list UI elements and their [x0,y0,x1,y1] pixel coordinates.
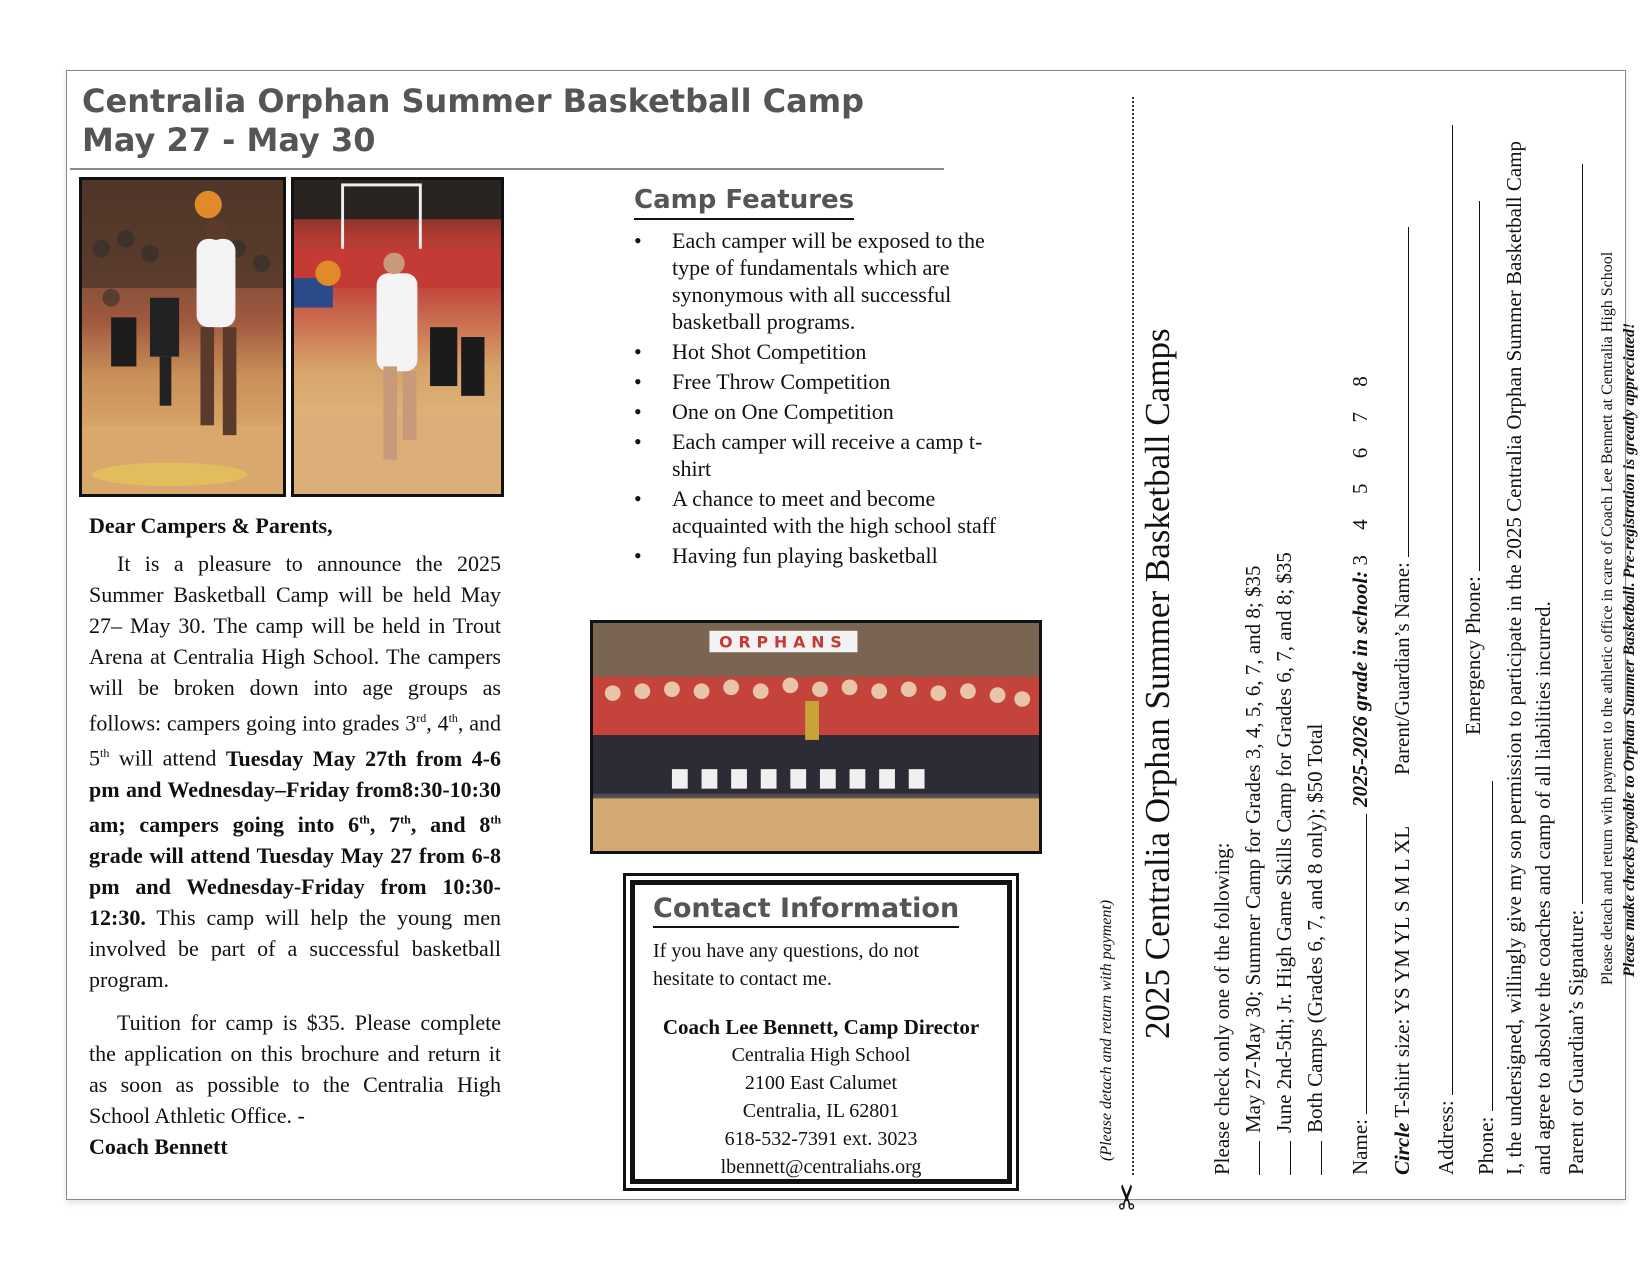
orphans-banner: ORPHANS [719,632,848,652]
feature-item: • Hot Shot Competition [634,338,1004,365]
title-divider [70,168,944,170]
emergency-phone-line[interactable] [1479,201,1480,571]
contact-heading: Contact Information [653,893,959,928]
superscript: th [359,812,370,827]
page-title [82,82,942,160]
superscript: th [490,812,501,827]
title-line-2: May 27 - May 30 [82,121,376,159]
emergency-phone-label: Emergency Phone: [1461,576,1485,735]
contact-city: Centralia, IL 62801 [742,1100,900,1122]
grade-field[interactable] [1348,366,1373,807]
welcome-letter [89,510,501,1162]
photo-player-shooting [79,177,286,497]
address-label: Address: [1434,1100,1458,1175]
phone-field[interactable] [1474,781,1499,1175]
name-line[interactable] [1366,814,1367,1114]
shirt-size-options[interactable]: T-shirt size: YS YM YL S M L XL [1390,825,1414,1123]
letter-text: will attend [109,745,226,771]
grade-options[interactable]: 3 4 5 6 7 8 [1348,366,1372,566]
letter-text: This camp will help the young men involved be part of a successful basketball program. [89,904,501,992]
contact-school: Centralia High School [731,1044,911,1066]
schedule-text: grade will attend Tuesday May 27 from 6-8 pm and Wednesday-Friday from 10:30-12:30. [89,842,501,930]
contact-email[interactable]: lbennett@centraliahs.org [720,1156,922,1178]
contact-details [635,1013,1007,1181]
title-line-1: Centralia Orphan Summer Basketball Camp [82,82,864,120]
letter-paragraph-1 [89,548,501,995]
checkbox-blank[interactable] [1259,1141,1260,1175]
option-label: Both Camps (Grades 6, 7, and 8 only); $50 Total [1303,723,1327,1133]
address-field[interactable] [1434,125,1459,1175]
address-line[interactable] [1452,125,1453,1095]
checks-payable-note: Please make checks payable to Orphan Summer Basketball. Pre-registration is greatly appreciated! [1621,322,1638,977]
superscript: th [100,746,110,761]
grade-label: 2025-2026 grade in school: [1348,570,1372,807]
feature-item: • One on One Competition [634,398,1004,425]
option-label: May 27-May 30; Summer Camp for Grades 3, 4, 5, 6, 7, and 8; $35 [1241,565,1265,1133]
letter-paragraph-2 [89,1007,501,1162]
schedule-text: , and 8 [410,811,491,837]
cut-line [1132,97,1134,1175]
superscript: rd [416,711,427,725]
checkbox-blank[interactable] [1290,1141,1291,1175]
contact-phone: 618-532-7391 ext. 3023 [724,1128,918,1150]
contact-box-inner [630,880,1012,1184]
letter-text: It is a pleasure to announce the 2025 Summer Basketball Camp will be held May 27– May 30. The camp will be held in Trout Arena at Centralia High School. The campers will be broken down into age groups as follows: campers going into grades 3 [89,551,501,736]
permission-statement: I, the undersigned, willingly give my son permission to participate in the 2025 Centralia Orphan Summer Basketball Camp and agree to absolve the coaches and camp of all liabilities incurred. [1502,140,1555,1175]
letter-text: Tuition for camp is $35. Please complete the application on this brochure and return it as soon as possible to the Centralia High School Athletic Office. - [89,1009,501,1128]
feature-item: • Having fun playing basketball [634,542,1004,569]
superscript: th [400,812,411,827]
parent-name-label: Parent/Guardian’s Name: [1390,562,1414,775]
features-list [634,227,1004,572]
check-instructions: Please check only one of the following: [1210,842,1234,1175]
feature-item: • Each camper will receive a camp t-shirt [634,428,1004,482]
option-label: June 2nd-5th; Jr. High Game Skills Camp for Grades 6, 7, and 8; $35 [1272,552,1296,1133]
feature-item: • Free Throw Competition [634,368,1004,395]
contact-director: Coach Lee Bennett, Camp Director [662,1015,980,1039]
cut-note: (Please detach and return with payment) [1098,899,1115,1161]
registration-title: 2025 Centralia Orphan Summer Basketball Camps [1138,328,1177,1039]
photo-player-layup [291,177,504,497]
photo-team-group [590,620,1042,854]
signature-label: Parent or Guardian’s Signature: [1564,909,1588,1175]
emergency-phone-field[interactable] [1461,201,1486,735]
signature-line[interactable] [1582,164,1583,904]
registration-form [1094,75,1638,1211]
shirt-size-field[interactable] [1390,826,1415,1175]
circle-instruction: Circle [1390,1122,1414,1175]
phone-line[interactable] [1492,781,1493,1111]
name-label: Name: [1348,1119,1372,1175]
letter-text: , 4 [426,710,449,736]
signature-field[interactable] [1564,164,1589,1175]
name-field[interactable] [1348,814,1373,1175]
option-both-camps[interactable] [1303,724,1328,1175]
features-heading: Camp Features [634,185,854,220]
contact-intro: If you have any questions, do not hesitate to contact me. [653,940,920,990]
contact-box [623,873,1019,1191]
parent-name-line[interactable] [1408,227,1409,557]
schedule-text: Tuesday May 27th from 4-6 pm and Wednesday–Friday from8:30-10:30 am; campers going into 6 [89,745,501,837]
option-summer-camp[interactable] [1241,565,1266,1175]
checkbox-blank[interactable] [1321,1141,1322,1175]
option-jr-high-camp[interactable] [1272,552,1297,1175]
feature-item: • A chance to meet and become acquainted with the high school staff [634,485,1004,539]
letter-text: , and 5 [89,710,502,771]
phone-label: Phone: [1474,1116,1498,1175]
feature-item: • Each camper will be exposed to the type of fundamentals which are synonymous with all successful basketball programs. [634,227,1004,335]
detach-note: Please detach and return with payment to the athletic office in care of Coach Lee Bennett at Centralia High School [1599,251,1616,985]
contact-street: 2100 East Calumet [744,1072,898,1094]
letter-signoff: Coach Bennett [89,1133,228,1159]
parent-name-field[interactable] [1390,227,1415,775]
schedule-text: , 7 [369,811,401,837]
scissors-icon: ✂ [1110,1182,1147,1211]
superscript: th [448,711,458,725]
letter-greeting: Dear Campers & Parents, [89,513,333,538]
